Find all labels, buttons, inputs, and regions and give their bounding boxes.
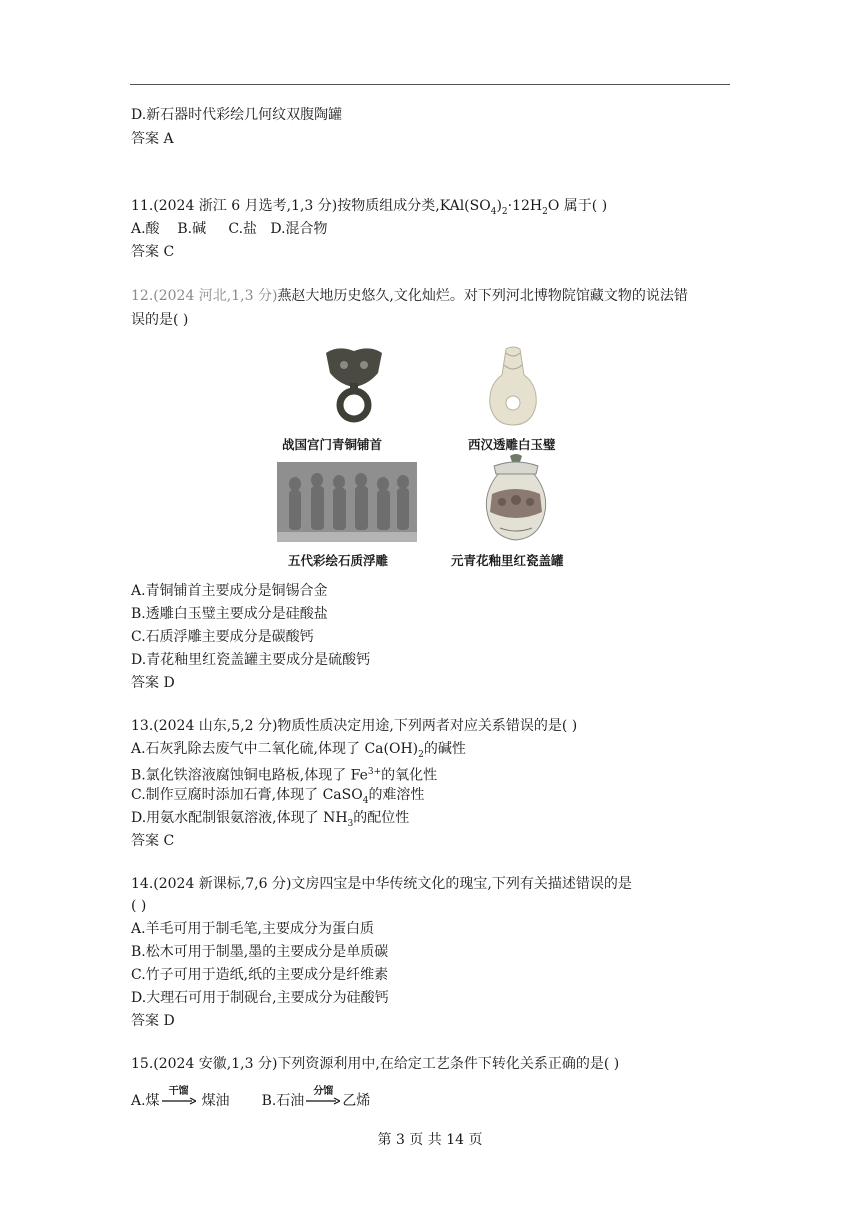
q14-option-d: D.大理石可用于制砚台,主要成分为硅酸钙 [131, 990, 389, 1006]
q11-stem: 11.(2024 浙江 6 月选考,1,3 分)按物质组成分类$,KAl(SO_4)_2\cdot 12H_2O$ 属于( ) [131, 198, 608, 217]
q13-option-b: B.氯化铁溶液腐蚀铜电路板,体现了 $Fe^{3+}$的氧化性 [131, 767, 438, 784]
q12-option-b: B.透雕白玉璧主要成分是硅酸盐 [131, 606, 328, 622]
q12-answer: 答案 D [131, 675, 175, 691]
caption-porcelain-jar: 元青花釉里红瓷盖罐 [451, 553, 564, 568]
reaction-arrow-a: 干馏 [162, 1092, 196, 1110]
jade-bi-image [484, 345, 542, 427]
caption-stone-relief: 五代彩绘石质浮雕 [288, 553, 389, 568]
caption-jade-bi: 西汉透雕白玉璧 [468, 437, 556, 452]
stone-relief-image [277, 462, 417, 542]
q13-stem: 13.(2024 山东,5,2 分)物质性质决定用途,下列两者对应关系错误的是( ) [131, 718, 578, 734]
q13-answer: 答案 C [131, 833, 175, 849]
q11-answer: 答案 C [131, 244, 175, 260]
q13-option-c: C.制作豆腐时添加石膏,体现了 CaSO$_4$的难溶性 [131, 787, 425, 806]
q12-option-c: C.石质浮雕主要成分是碳酸钙 [131, 629, 314, 645]
q14-option-b: B.松木可用于制墨,墨的主要成分是单质碳 [131, 944, 389, 960]
caption-bronze-knocker: 战国宫门青铜铺首 [282, 437, 383, 452]
q12-stem-line2: 误的是( ) [131, 312, 189, 328]
bronze-knocker-image [318, 345, 390, 423]
q14-option-c: C.竹子可用于造纸,纸的主要成分是纤维素 [131, 967, 389, 983]
q15-options: A.煤 干馏 煤油 B.石油 分馏 乙烯 [131, 1086, 371, 1109]
q12-stem: 12.(2024 河北,1,3 分)燕赵大地历史悠久,文化灿烂。对下列河北博物院馆藏文物的说法错 [131, 288, 688, 304]
q13-option-d: D.用氨水配制银氨溶液,体现了 $NH_3$的配位性 [131, 810, 410, 829]
q12-option-d: D.青花釉里红瓷盖罐主要成分是硫酸钙 [131, 652, 371, 668]
q12-option-a: A.青铜铺首主要成分是铜锡合金 [131, 583, 328, 599]
q14-answer: 答案 D [131, 1013, 175, 1029]
q10-answer: 答案 A [131, 131, 174, 147]
q14-stem: 14.(2024 新课标,7,6 分)文房四宝是中华传统文化的瑰宝,下列有关描述错误的是 [131, 876, 632, 892]
porcelain-jar-image [478, 454, 554, 544]
q11-options: A.酸 B.碱 C.盐 D.混合物 [131, 221, 328, 237]
page-footer: 第 3 页 共 14 页 [377, 1132, 483, 1148]
q14-stem-line2: ( ) [131, 898, 147, 914]
q13-option-a: A.石灰乳除去废气中二氧化硫,体现了 $Ca(OH)_2$的碱性 [131, 741, 466, 760]
q15-stem: 15.(2024 安徽,1,3 分)下列资源利用中,在给定工艺条件下转化关系正确的是( ) [131, 1056, 620, 1072]
q14-option-a: A.羊毛可用于制毛笔,主要成分为蛋白质 [131, 921, 375, 937]
q10-option-d: D.新石器时代彩绘几何纹双腹陶罐 [131, 107, 343, 123]
reaction-arrow-b: 分馏 [306, 1092, 340, 1110]
header-rule [130, 84, 730, 85]
